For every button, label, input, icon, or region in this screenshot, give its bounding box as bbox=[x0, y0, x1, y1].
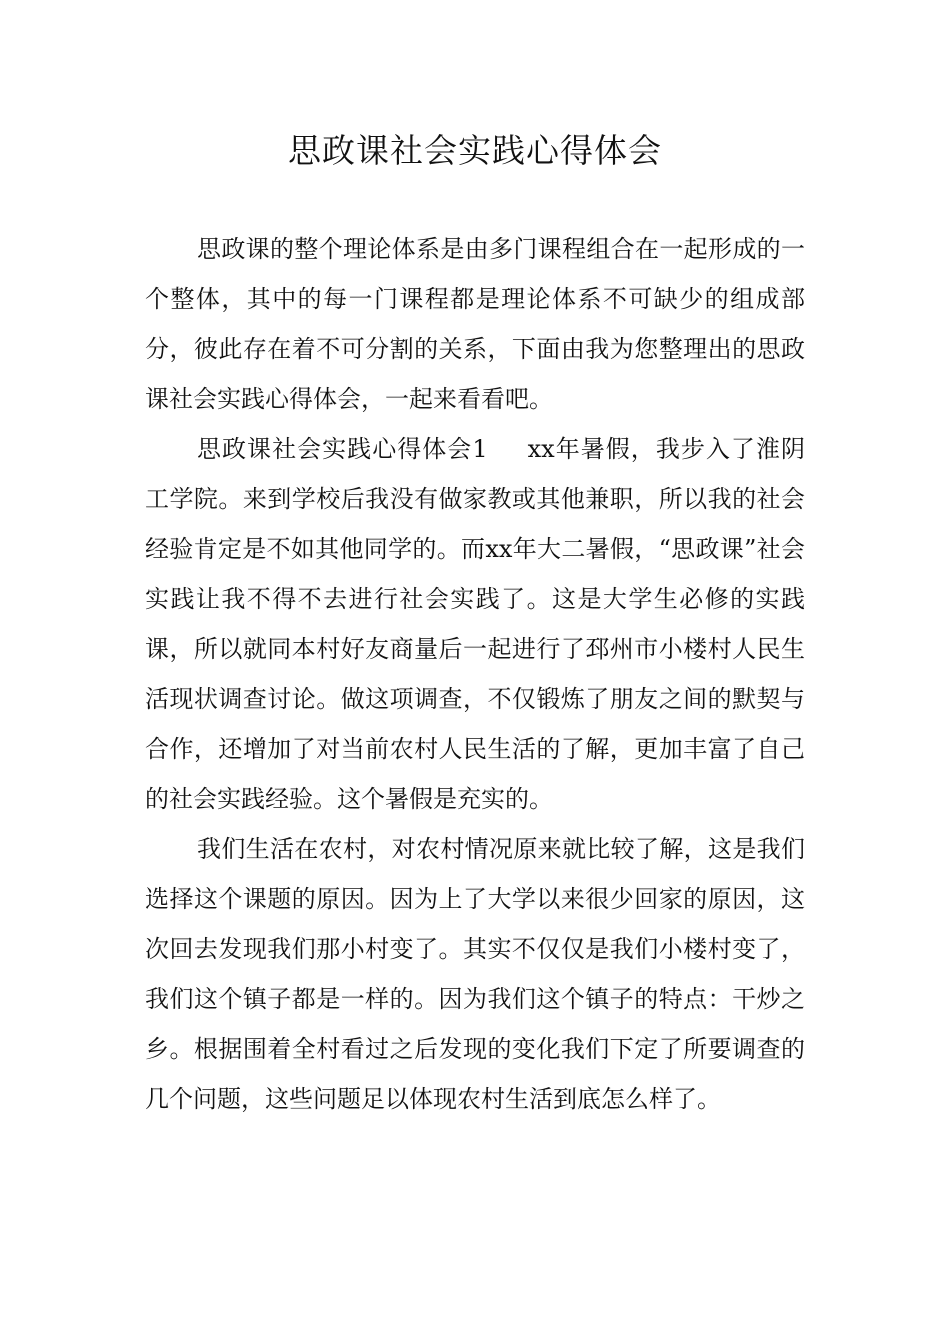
section-1-heading: 思政课社会实践心得体会1 bbox=[197, 435, 488, 463]
document-body bbox=[145, 224, 805, 1124]
intro-paragraph: 思政课的整个理论体系是由多门课程组合在一起形成的一个整体，其中的每一门课程都是理论体系不可缺少的组成部分，彼此存在着不可分割的关系，下面由我为您整理出的思政课社会实践心得体会，一起来看看吧。 bbox=[145, 235, 805, 413]
section-1-text: xx年暑假，我步入了淮阴工学院。来到学校后我没有做家教或其他兼职，所以我的社会经验肯定是不如其他同学的。而xx年大二暑假，“思政课”社会实践让我不得不去进行社会实践了。这是大学生必修的实践课，所以就同本村好友商量后一起进行了邳州市小楼村人民生活现状调查讨论。做这项调查，不仅锻炼了朋友之间的默契与合作，还增加了对当前农村人民生活的了解，更加丰富了自己的社会实践经验。这个暑假是充实的。 bbox=[145, 435, 805, 813]
section-1-paragraph bbox=[145, 424, 805, 824]
document-title: 思政课社会实践心得体会 bbox=[288, 131, 662, 170]
body-paragraph: 我们生活在农村，对农村情况原来就比较了解，这是我们选择这个课题的原因。因为上了大学以来很少回家的原因，这次回去发现我们那小村变了。其实不仅仅是我们小楼村变了，我们这个镇子都是一样的。因为我们这个镇子的特点：干炒之乡。根据围着全村看过之后发现的变化我们下定了所要调查的几个问题，这些问题足以体现农村生活到底怎么样了。 bbox=[145, 835, 805, 1113]
